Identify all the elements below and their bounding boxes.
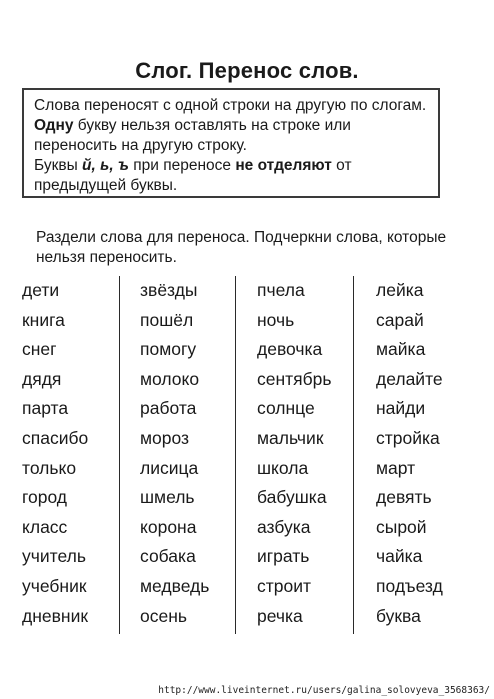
word: молоко bbox=[140, 368, 200, 389]
word: снег bbox=[22, 339, 57, 360]
rule-bold-one: Одну bbox=[34, 117, 74, 134]
word: дети bbox=[22, 280, 60, 300]
word: пчела bbox=[257, 280, 305, 300]
rule-text: Слова переносят с одной строки на другую по слогам. bbox=[34, 97, 427, 114]
word: дневник bbox=[22, 605, 89, 626]
rule-text: от предыдущей буквы. bbox=[34, 157, 352, 194]
word: майка bbox=[376, 339, 426, 360]
word: книга bbox=[22, 309, 65, 330]
rule-text: Буквы bbox=[34, 157, 83, 174]
rule-bold-not-separate: не отделяют bbox=[235, 157, 332, 174]
word-column-4 bbox=[376, 276, 443, 631]
column-divider bbox=[119, 276, 120, 634]
word: осень bbox=[140, 605, 187, 626]
word: март bbox=[376, 457, 416, 478]
word: стройка bbox=[376, 427, 440, 448]
word: ночь bbox=[257, 309, 295, 330]
word: школа bbox=[257, 457, 309, 478]
word: учебник bbox=[22, 575, 87, 596]
rule-text: букву нельзя оставлять на строке или переносить на другую строку. bbox=[34, 117, 351, 154]
word: парта bbox=[22, 398, 69, 419]
task-instruction: Раздели слова для переноса. Подчеркни слова, которые нельзя переносить. bbox=[36, 229, 447, 266]
word: сентябрь bbox=[257, 368, 332, 389]
word: дядя bbox=[22, 368, 62, 389]
word-table bbox=[0, 276, 494, 636]
word: учитель bbox=[22, 546, 86, 567]
word: мальчик bbox=[257, 427, 324, 448]
word: мороз bbox=[140, 427, 190, 448]
word: девочка bbox=[257, 339, 323, 360]
word: бабушка bbox=[257, 487, 327, 508]
column-divider bbox=[235, 276, 236, 634]
word: солнце bbox=[257, 398, 315, 419]
word: медведь bbox=[140, 575, 210, 596]
rule-letters: й, ь, ъ bbox=[82, 157, 129, 174]
source-url: http://www.liveinternet.ru/users/galina_solovyeva_3568363/ bbox=[158, 685, 490, 696]
word: подъезд bbox=[376, 575, 443, 596]
rule-box bbox=[22, 88, 440, 198]
word: буква bbox=[376, 605, 421, 626]
word: только bbox=[22, 457, 77, 478]
word: лейка bbox=[376, 280, 424, 300]
word: играть bbox=[257, 546, 310, 567]
word: спасибо bbox=[22, 427, 89, 448]
word: сарай bbox=[376, 309, 424, 330]
word: чайка bbox=[376, 546, 423, 567]
word: шмель bbox=[140, 487, 195, 508]
word: найди bbox=[376, 398, 426, 419]
word: класс bbox=[22, 516, 68, 537]
word: работа bbox=[140, 398, 197, 419]
word: корона bbox=[140, 516, 197, 537]
column-divider bbox=[353, 276, 354, 634]
page-title: Слог. Перенос слов. bbox=[135, 58, 359, 83]
word: звёзды bbox=[140, 280, 198, 300]
word: пошёл bbox=[140, 309, 194, 330]
word: лисица bbox=[140, 457, 199, 478]
word: делайте bbox=[376, 368, 443, 389]
word: город bbox=[22, 487, 68, 508]
word: азбука bbox=[257, 516, 311, 537]
word-column-1 bbox=[22, 276, 88, 631]
word-column-3 bbox=[257, 276, 332, 631]
rule-text: при переносе bbox=[128, 157, 236, 174]
word-column-2 bbox=[140, 276, 209, 631]
word: помогу bbox=[140, 339, 197, 360]
word: девять bbox=[376, 487, 432, 508]
word: строит bbox=[257, 575, 312, 596]
word: собака bbox=[140, 546, 196, 567]
word: речка bbox=[257, 605, 303, 626]
word: сырой bbox=[376, 516, 427, 537]
